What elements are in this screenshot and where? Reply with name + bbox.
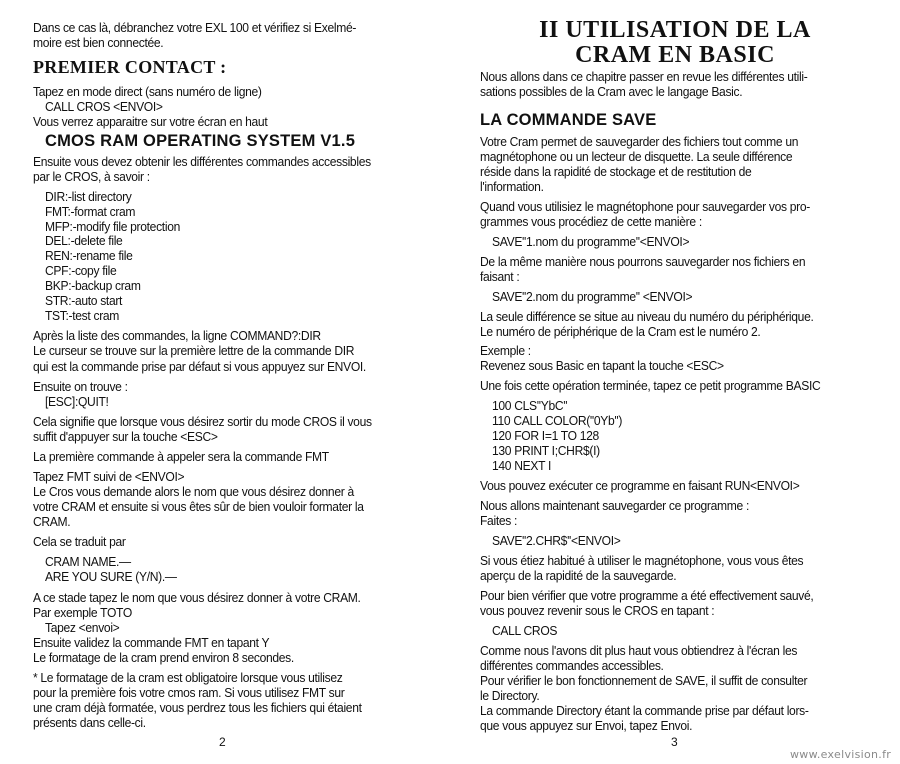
code-line: 140 NEXT I xyxy=(492,457,552,473)
text-line: Tapez FMT suivi de <ENVOI> xyxy=(33,468,185,484)
text-line: suffit d'appuyer sur la touche <ESC> xyxy=(33,428,218,444)
text-line: votre CRAM et ensuite si vous êtes sûr de bien vouloir formater la xyxy=(33,498,364,514)
code-line: MFP:-modify file protection xyxy=(45,218,180,234)
chapter-title: CRAM EN BASIC xyxy=(575,42,775,68)
banner-heading: CMOS RAM OPERATING SYSTEM V1.5 xyxy=(45,131,356,150)
code-line: REN:-rename file xyxy=(45,247,133,263)
text-line: Le formatage de la cram prend environ 8 secondes. xyxy=(33,649,294,665)
text-line: Ensuite vous devez obtenir les différentes commandes accessibles xyxy=(33,153,371,169)
text-line: pour la première fois votre cmos ram. Si vous utilisez FMT sur xyxy=(33,684,345,700)
code-line: TST:-test cram xyxy=(45,307,120,323)
code-line: FMT:-format cram xyxy=(45,203,136,219)
text-line: Ensuite on trouve : xyxy=(33,378,128,394)
text-line: Pour vérifier le bon fonctionnement de SAVE, il suffit de consulter xyxy=(480,672,808,688)
text-line: une cram déjà formatée, vous perdrez tous les fichiers qui étaient xyxy=(33,699,362,715)
page-number: 2 xyxy=(219,735,226,749)
text-line: Exemple : xyxy=(480,342,531,358)
code-line: CPF:-copy file xyxy=(45,262,117,278)
code-line: BKP:-backup cram xyxy=(45,277,141,293)
section-heading: PREMIER CONTACT : xyxy=(33,57,227,77)
code-line: SAVE''1.nom du programme''<ENVOI> xyxy=(492,233,690,249)
text-line: réside dans la rapidité de stockage et de restitution de xyxy=(480,163,752,179)
code-line: DEL:-delete file xyxy=(45,232,123,248)
text-line: Vous verrez apparaitre sur votre écran en haut xyxy=(33,113,268,129)
text-line: moire est bien connectée. xyxy=(33,34,164,50)
text-line: La commande Directory étant la commande prise par défaut lors- xyxy=(480,702,809,718)
code-line: 100 CLS''YbC'' xyxy=(492,397,568,413)
text-line: A ce stade tapez le nom que vous désirez donner à votre CRAM. xyxy=(33,589,361,605)
text-line: La seule différence se situe au niveau du numéro du périphérique. xyxy=(480,308,814,324)
text-line: De la même manière nous pourrons sauvegarder nos fichiers en xyxy=(480,253,806,269)
text-line: par le CROS, à savoir : xyxy=(33,168,150,184)
code-line: CALL CROS <ENVOI> xyxy=(45,98,163,114)
text-line: grammes vous procédiez de cette manière : xyxy=(480,213,702,229)
text-line: CRAM. xyxy=(33,513,71,529)
text-line: qui est la commande prise par défaut si vous appuyez sur ENVOI. xyxy=(33,358,366,374)
code-line: ARE YOU SURE (Y/N).— xyxy=(45,568,177,584)
text-line: * Le formatage de la cram est obligatoire lorsque vous utilisez xyxy=(33,669,343,685)
text-line: Faites : xyxy=(480,512,518,528)
text-line: Cela se traduit par xyxy=(33,533,126,549)
code-line: CRAM NAME.— xyxy=(45,553,131,569)
text-line: Ensuite validez la commande FMT en tapant Y xyxy=(33,634,270,650)
text-line: Revenez sous Basic en tapant la touche <ESC> xyxy=(480,357,724,373)
text-line: Dans ce cas là, débranchez votre EXL 100 et vérifiez si Exelmé- xyxy=(33,19,357,35)
text-line: Une fois cette opération terminée, tapez ce petit programme BASIC xyxy=(480,377,821,393)
text-line: Tapez en mode direct (sans numéro de ligne) xyxy=(33,83,262,99)
text-line: Le curseur se trouve sur la première lettre de la commande DIR xyxy=(33,342,355,358)
text-line: Quand vous utilisiez le magnétophone pour sauvegarder vos pro- xyxy=(480,198,810,214)
code-line: [ESC]:QUIT! xyxy=(45,393,109,409)
text-line: vous pouvez revenir sous le CROS en tapant : xyxy=(480,602,715,618)
text-line: La première commande à appeler sera la commande FMT xyxy=(33,448,329,464)
text-line: magnétophone ou un lecteur de disquette. La seule différence xyxy=(480,148,793,164)
section-heading: LA COMMANDE SAVE xyxy=(480,110,657,129)
text-line: Le numéro de périphérique de la Cram est le numéro 2. xyxy=(480,323,761,339)
text-line: présents dans celle-ci. xyxy=(33,714,146,730)
text-line: aperçu de la rapidité de la sauvegarde. xyxy=(480,567,677,583)
text-line: Après la liste des commandes, la ligne COMMAND?:DIR xyxy=(33,327,321,343)
code-line: 120 FOR I=1 TO 128 xyxy=(492,427,599,443)
code-line: Tapez <envoi> xyxy=(45,619,120,635)
page-number: 3 xyxy=(671,735,678,749)
text-line: l'information. xyxy=(480,178,544,194)
code-line: CALL CROS xyxy=(492,622,558,638)
text-line: sations possibles de la Cram avec le langage Basic. xyxy=(480,83,743,99)
text-line: Si vous étiez habitué à utiliser le magnétophone, vous vous êtes xyxy=(480,552,804,568)
text-line: Nous allons dans ce chapitre passer en revue les différentes utili- xyxy=(480,68,808,84)
code-line: SAVE''2.CHR$''<ENVOI> xyxy=(492,532,621,548)
code-line: 110 CALL COLOR(''0Yb'') xyxy=(492,412,623,428)
text-line: Vous pouvez exécuter ce programme en faisant RUN<ENVOI> xyxy=(480,477,800,493)
text-line: Le Cros vous demande alors le nom que vous désirez donner à xyxy=(33,483,354,499)
text-line: Nous allons maintenant sauvegarder ce programme : xyxy=(480,497,749,513)
text-line: Cela signifie que lorsque vous désirez sortir du mode CROS il vous xyxy=(33,413,372,429)
text-line: différentes commandes accessibles. xyxy=(480,657,664,673)
text-line: Comme nous l'avons dit plus haut vous obtiendrez à l'écran les xyxy=(480,642,798,658)
text-line: que vous appuyez sur Envoi, tapez Envoi. xyxy=(480,717,693,733)
text-line: Par exemple TOTO xyxy=(33,604,132,620)
text-line: le Directory. xyxy=(480,687,540,703)
right-page xyxy=(450,0,900,764)
code-line: STR:-auto start xyxy=(45,292,123,308)
text-line: faisant : xyxy=(480,268,520,284)
text-line: Pour bien vérifier que votre programme a été effectivement sauvé, xyxy=(480,587,814,603)
code-line: DIR:-list directory xyxy=(45,188,132,204)
watermark: www.exelvision.fr xyxy=(790,748,892,761)
code-line: 130 PRINT I;CHR$(I) xyxy=(492,442,600,458)
chapter-title: II UTILISATION DE LA xyxy=(539,17,811,43)
code-line: SAVE''2.nom du programme'' <ENVOI> xyxy=(492,288,693,304)
text-line: Votre Cram permet de sauvegarder des fichiers tout comme un xyxy=(480,133,799,149)
